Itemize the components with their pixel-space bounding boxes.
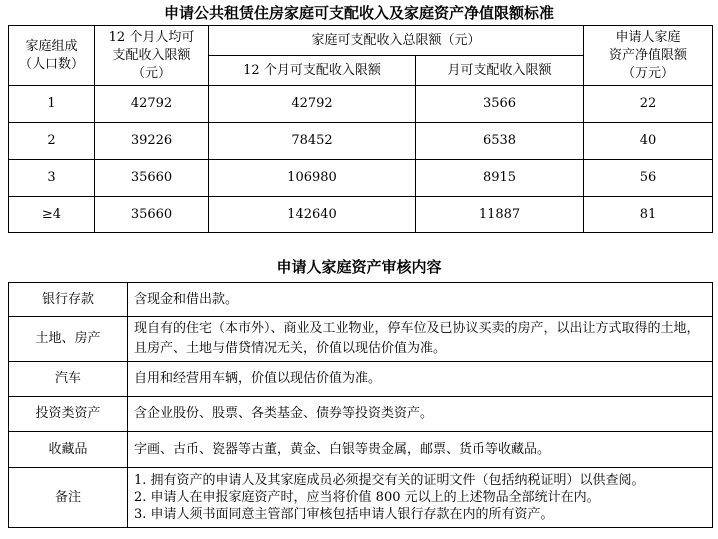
note-item: 3. 申请人须书面同意主管部门审核包括申请人银行存款在内的所有资产。 xyxy=(134,507,554,522)
asset-category: 汽车 xyxy=(9,362,128,397)
cell-size: ≥4 xyxy=(9,197,95,233)
table-row xyxy=(9,468,713,528)
table-row xyxy=(9,160,713,197)
header-asset-limit: 申请人家庭 资产净值限额 （万元） xyxy=(584,26,713,86)
asset-content: 现自有的住宅（本市外）、商业及工业物业，停车位及已协议买卖的房产，以出让方式取得的土地，且房产、土地与借贷情况无关，价值以现估价值为准。 xyxy=(128,317,713,362)
header-total-income-group: 家庭可支配收入总限额（元） xyxy=(209,26,584,56)
cell-monthly: 11887 xyxy=(416,197,584,233)
asset-table-title: 申请人家庭资产审核内容 xyxy=(276,258,442,276)
asset-category: 投资类资产 xyxy=(9,397,128,432)
cell-per-capita: 35660 xyxy=(95,160,209,197)
table-row xyxy=(9,397,713,432)
table-row xyxy=(9,432,713,468)
cell-size: 1 xyxy=(9,86,95,123)
asset-content: 含现金和借出款。 xyxy=(128,283,713,317)
table-row xyxy=(9,86,713,123)
notes-content xyxy=(128,468,713,528)
cell-total-12m: 42792 xyxy=(209,86,416,123)
note-item: 2. 申请人在申报家庭资产时，应当将价值 800 元以上的上述物品全部统计在内。 xyxy=(134,490,600,505)
cell-per-capita: 39226 xyxy=(95,123,209,160)
cell-assets: 22 xyxy=(584,86,713,123)
asset-category: 收藏品 xyxy=(9,432,128,468)
cell-assets: 40 xyxy=(584,123,713,160)
income-table-title: 申请公共租赁住房家庭可支配收入及家庭资产净值限额标准 xyxy=(163,4,554,22)
asset-category: 土地、房产 xyxy=(9,317,128,362)
asset-content: 自用和经营用车辆，价值以现估价值为准。 xyxy=(128,362,713,397)
cell-monthly: 3566 xyxy=(416,86,584,123)
income-limit-table xyxy=(8,25,713,233)
header-monthly-limit: 月可支配收入限额 xyxy=(416,56,584,86)
cell-per-capita: 42792 xyxy=(95,86,209,123)
header-per-capita-limit: 12 个月人均可 支配收入限额 （元） xyxy=(95,26,209,86)
notes-label: 备注 xyxy=(9,468,128,528)
cell-assets: 56 xyxy=(584,160,713,197)
cell-assets: 81 xyxy=(584,197,713,233)
table-row xyxy=(9,283,713,317)
cell-per-capita: 35660 xyxy=(95,197,209,233)
cell-total-12m: 106980 xyxy=(209,160,416,197)
cell-size: 2 xyxy=(9,123,95,160)
cell-total-12m: 78452 xyxy=(209,123,416,160)
table-row xyxy=(9,362,713,397)
asset-content: 含企业股份、股票、各类基金、债券等投资类资产。 xyxy=(128,397,713,432)
asset-content: 字画、古币、瓷器等古董，黄金、白银等贵金属，邮票、货币等收藏品。 xyxy=(128,432,713,468)
asset-review-table xyxy=(8,282,713,528)
asset-category: 银行存款 xyxy=(9,283,128,317)
cell-size: 3 xyxy=(9,160,95,197)
table-row xyxy=(9,317,713,362)
table-row xyxy=(9,197,713,233)
cell-monthly: 6538 xyxy=(416,123,584,160)
header-family-size: 家庭组成 （人口数） xyxy=(9,26,95,86)
cell-monthly: 8915 xyxy=(416,160,584,197)
header-12-month-limit: 12 个月可支配收入限额 xyxy=(209,56,416,86)
note-item: 1. 拥有资产的申请人及其家庭成员必须提交有关的证明文件（包括纳税证明）以供查阅。 xyxy=(134,473,645,488)
cell-total-12m: 142640 xyxy=(209,197,416,233)
table-row xyxy=(9,123,713,160)
